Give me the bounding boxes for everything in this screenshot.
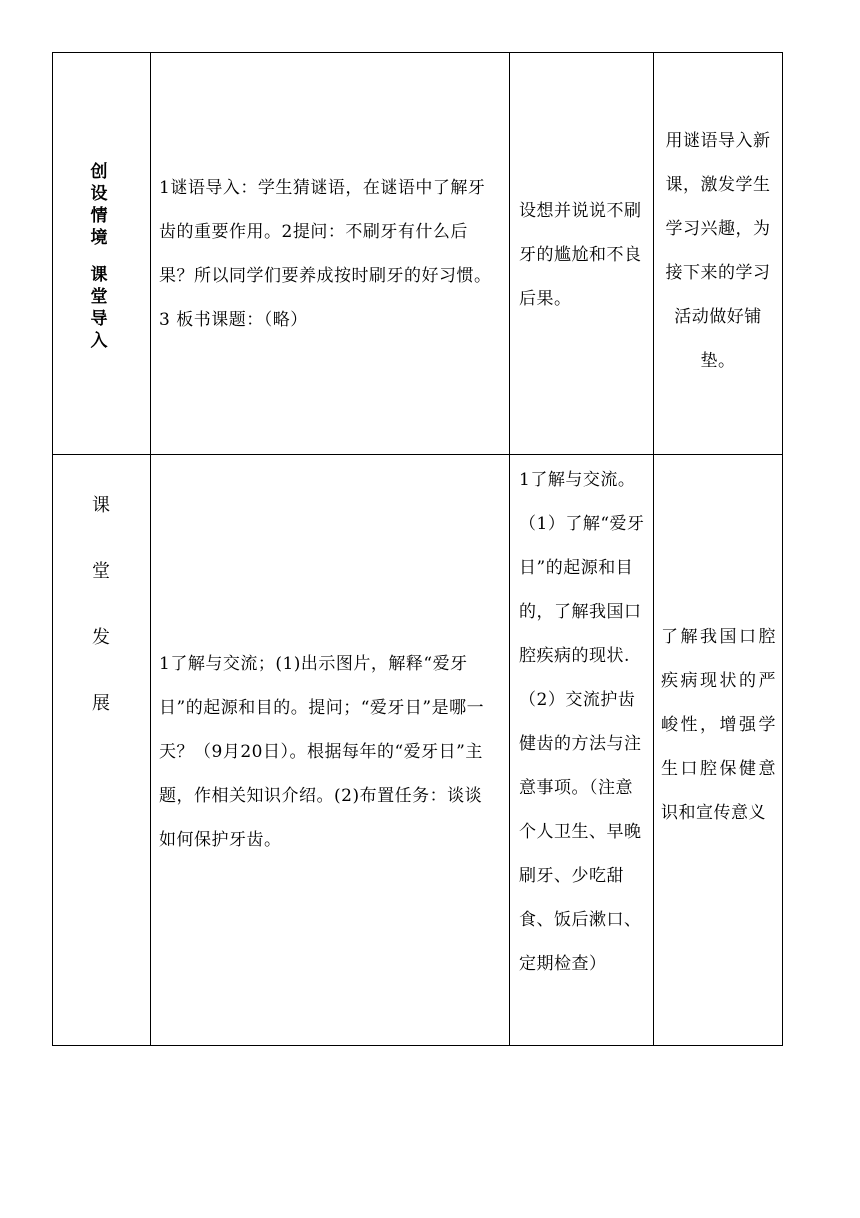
row2-student-activity-cell [510, 455, 653, 1045]
row2-stage-char-2: 堂 [92, 561, 110, 582]
row1-stage-label-part2: 课堂导入 [90, 265, 108, 351]
row2-design-intent-cell [654, 455, 782, 1045]
row1-design-intent-cell [654, 53, 782, 454]
row2-stage-char-3: 发 [92, 627, 110, 648]
row1-student-activity-cell [510, 53, 653, 454]
row2-stage-char-4: 展 [92, 693, 110, 714]
row1-design-intent-text: 用谜语导入新课，激发学生学习兴趣，为接下来的学习活动做好铺垫。 [665, 131, 771, 371]
row1-teacher-activity-text: 1谜语导入：学生猜谜语，在谜语中了解牙齿的重要作用。2提问：不刷牙有什么后果？所以同学们要养成按时刷牙的好习惯。3 板书课题：（略） [159, 178, 492, 330]
row2-student-activity-text: 1了解与交流。（1）了解“爱牙日”的起源和目的，了解我国口腔疾病的现状.（2）交流护齿健齿的方法与注意事项。（注意个人卫生、早晚刷牙、少吃甜食、饭后漱口、定期检查） [519, 470, 645, 974]
row1-student-activity-text: 设想并说说不刷牙的尴尬和不良后果。 [519, 201, 642, 309]
row2-stage-char-1: 课 [92, 495, 110, 516]
table-border-right [782, 52, 783, 1046]
row1-teacher-activity-cell [151, 53, 509, 454]
row2-stage-cell [53, 455, 150, 1045]
row1-stage-label-part1: 创设情境 [90, 162, 108, 248]
table-border-bottom [52, 1045, 783, 1046]
row2-stage-label [91, 495, 111, 759]
row2-teacher-activity-cell [151, 455, 509, 1045]
row1-stage-cell [53, 53, 150, 454]
row2-teacher-activity-text: 1了解与交流；(1)出示图片，解释“爱牙日”的起源和目的。提问；“爱牙日”是哪一天？（9月20日）。根据每年的“爱牙日”主题，作相关知识介绍。(2)布置任务：谈谈如何保护牙齿。 [159, 654, 485, 850]
row2-design-intent-text: 了解我国口腔疾病现状的严峻性，增强学生口腔保健意识和宣传意义 [661, 627, 776, 823]
